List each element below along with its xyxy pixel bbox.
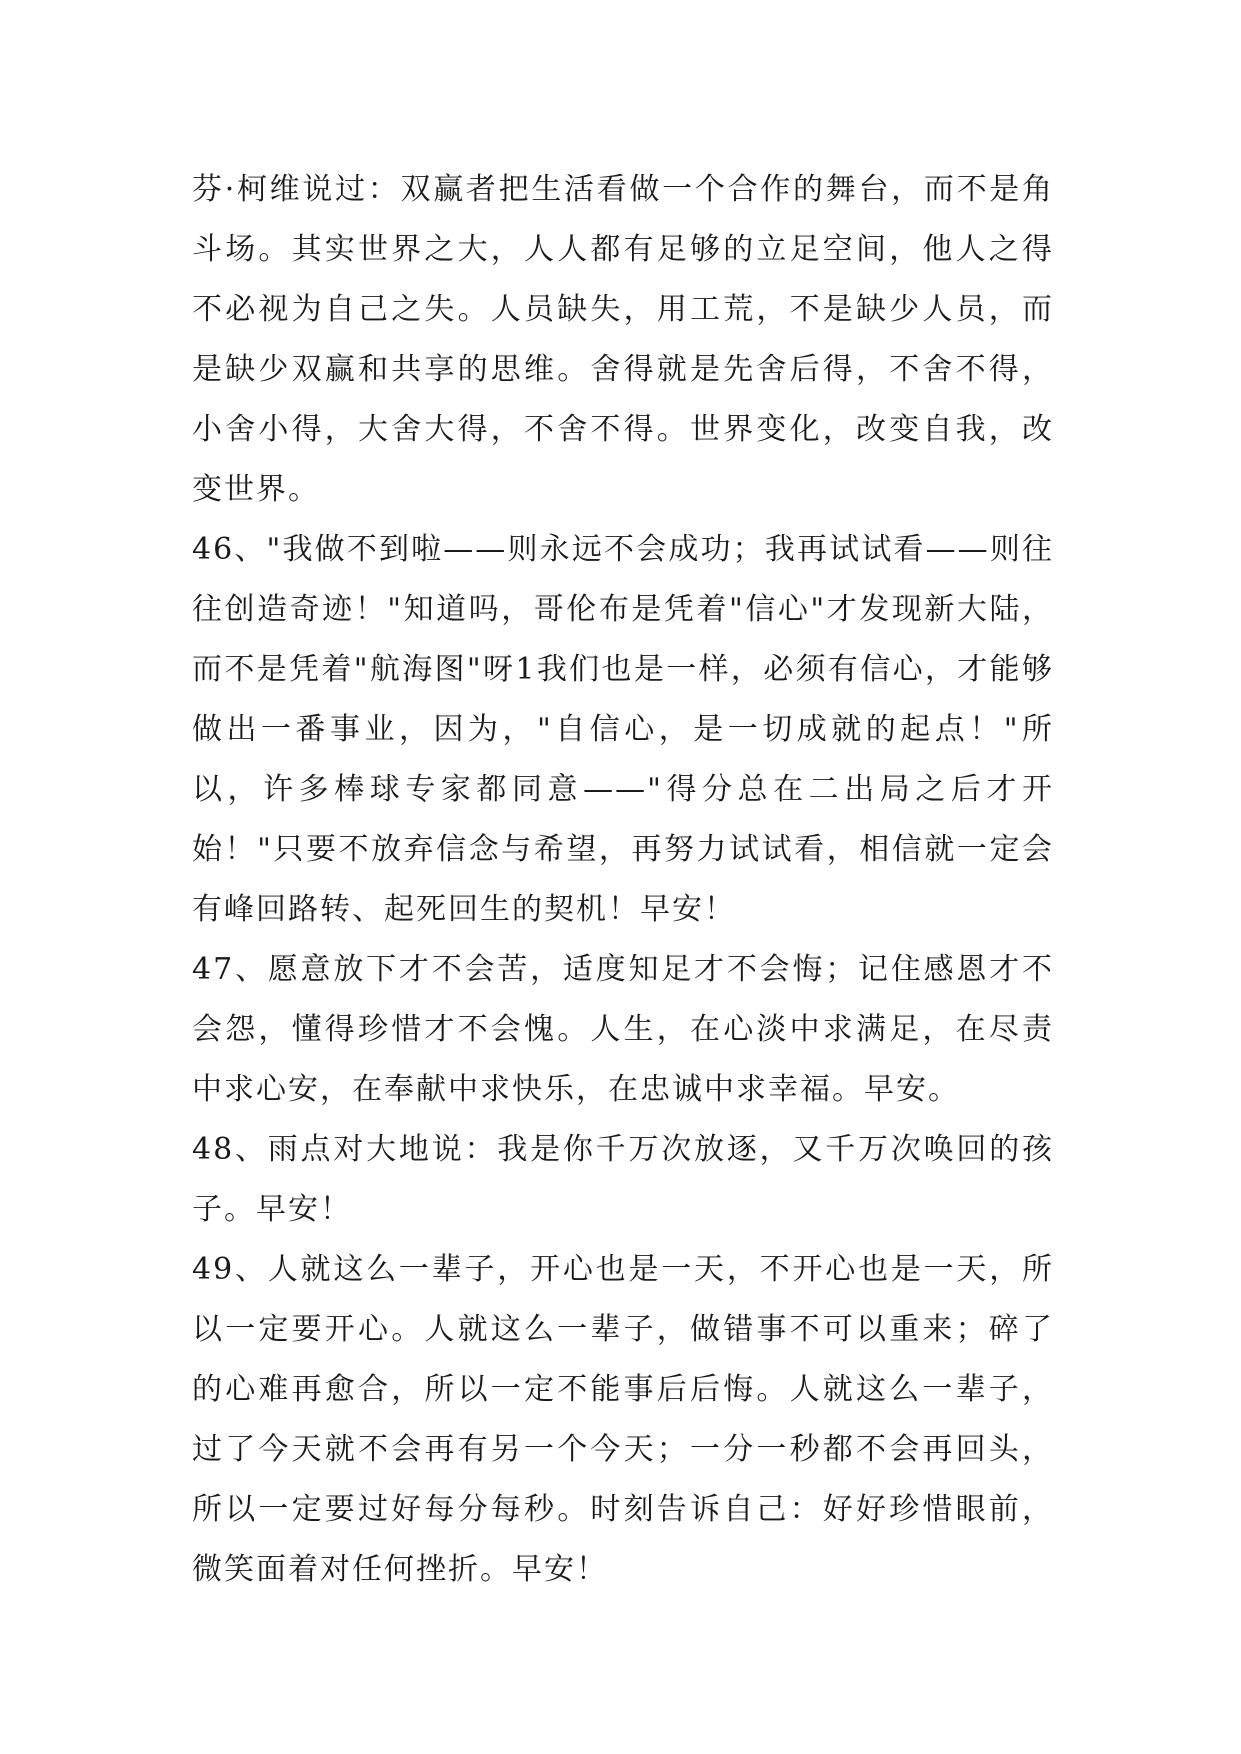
paragraph-49: 49、人就这么一辈子，开心也是一天，不开心也是一天，所以一定要开心。人就这么一辈子，做错事不可以重来；碎了的心难再愈合，所以一定不能事后后悔。人就这么一辈子，过了今天就不会再有另一个今天；一分一秒都不会再回头，所以一定要过好每分每秒。时刻告诉自己：好好珍惜眼前，微笑面着对任何挫折。早安！ — [192, 1252, 1054, 1587]
document-body — [192, 160, 1054, 1600]
paragraph-48: 48、雨点对大地说：我是你千万次放逐，又千万次唤回的孩子。早安！ — [192, 1132, 1054, 1227]
paragraph-intro: 芬·柯维说过：双赢者把生活看做一个合作的舞台，而不是角斗场。其实世界之大，人人都有足够的立足空间，他人之得不必视为自己之失。人员缺失，用工荒，不是缺少人员，而是缺少双赢和共享的思维。舍得就是先舍后得，不舍不得，小舍小得，大舍大得，不舍不得。世界变化，改变自我，改变世界。 — [192, 172, 1054, 507]
paragraph-46: 46、"我做不到啦——则永远不会成功；我再试试看——则往往创造奇迹！"知道吗，哥伦布是凭着"信心"才发现新大陆，而不是凭着"航海图"呀1我们也是一样，必须有信心，才能够做出一番事业，因为，"自信心，是一切成就的起点！"所以，许多棒球专家都同意——"得分总在二出局之后才开始！"只要不放弃信念与希望，再努力试试看，相信就一定会有峰回路转、起死回生的契机！早安！ — [192, 532, 1054, 927]
paragraph-47: 47、愿意放下才不会苦，适度知足才不会悔；记住感恩才不会怨，懂得珍惜才不会愧。人生，在心淡中求满足，在尽责中求心安，在奉献中求快乐，在忠诚中求幸福。早安。 — [192, 952, 1054, 1107]
